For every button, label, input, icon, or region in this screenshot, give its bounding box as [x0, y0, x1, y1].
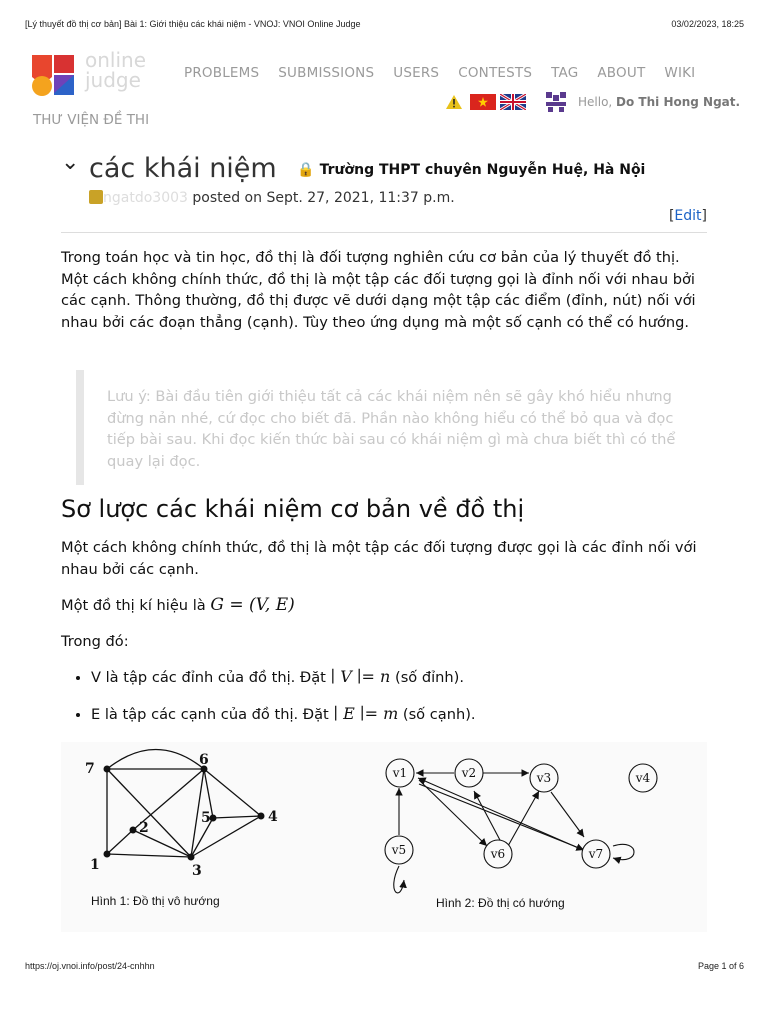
node-label: v6 — [490, 847, 506, 861]
where-paragraph: Trong đó: — [61, 633, 129, 650]
node-label: v5 — [391, 843, 407, 857]
user-avatar[interactable] — [544, 90, 568, 114]
title-divider — [61, 232, 707, 233]
bullet-suffix: (số cạnh). — [398, 705, 476, 723]
brand-line2: judge — [85, 68, 141, 92]
username-link[interactable]: Do Thi Hong Ngat. — [616, 95, 741, 109]
brand-line1: online — [85, 48, 147, 72]
nav-menu — [184, 65, 714, 81]
vnoj-logo[interactable] — [32, 55, 77, 97]
figure-caption-1: Hình 1: Đồ thị vô hướng — [91, 894, 220, 908]
notation-paragraph — [61, 595, 707, 617]
warning-icon[interactable] — [446, 95, 462, 109]
bullet-math: ∣ V ∣= n — [330, 667, 391, 686]
node-label: 2 — [139, 820, 149, 836]
node-label: v3 — [536, 771, 552, 785]
print-datetime: 03/02/2023, 18:25 — [671, 19, 744, 29]
print-page-number: Page 1 of 6 — [697, 961, 744, 971]
nav-item-submissions[interactable]: SUBMISSIONS — [278, 65, 375, 81]
graph-node — [104, 851, 111, 858]
definition-list — [61, 666, 707, 739]
nav-item-problem-library[interactable]: THƯ VIỆN ĐỀ THI — [33, 112, 150, 128]
list-item — [91, 666, 707, 689]
graph-node — [130, 827, 137, 834]
print-url: https://oj.vnoi.info/post/24-cnhhn — [25, 961, 155, 971]
intro-paragraph: Trong toán học và tin học, đồ thị là đối tượng nghiên cứu cơ bản của lý thuyết đồ thị. Một cách không chính thức, đồ thị là một tập các đối tượng gọi là đỉnh nối với nhau bởi các cạnh. Thông thường, đồ thị được vẽ dưới dạng một tập các điểm (đỉnh, nút) nối với nhau bởi các đoạn thẳng (cạnh). Tùy theo ứng dụng mà một số cạnh có thể có hướng. — [61, 249, 696, 331]
notation-math: G = (V, E) — [210, 595, 295, 615]
author-link[interactable]: ngatdo3003 — [103, 190, 188, 206]
edit-control: [Edit] — [668, 208, 707, 224]
greeting — [578, 95, 740, 109]
bullet-text: V là tập các đỉnh của đồ thị. Đặt — [91, 669, 331, 686]
lock-icon: 🔒 — [297, 162, 315, 178]
nav-item-wiki[interactable]: WIKI — [664, 65, 696, 81]
greeting-prefix: Hello, — [578, 95, 617, 109]
post-meta — [89, 190, 455, 206]
note-blockquote — [76, 370, 714, 485]
node-label: 3 — [192, 863, 202, 879]
bullet-text: E là tập các cạnh của đồ thị. Đặt — [91, 705, 334, 723]
navbar — [0, 45, 768, 145]
edit-link[interactable]: Edit — [674, 208, 702, 224]
notation-text: Một đồ thị kí hiệu là — [61, 597, 211, 614]
uk-flag-icon[interactable] — [500, 94, 526, 110]
organization-badge[interactable] — [297, 162, 645, 178]
node-label: 4 — [268, 809, 278, 825]
nav-item-about[interactable]: ABOUT — [597, 65, 646, 81]
nav-item-contests[interactable]: CONTESTS — [458, 65, 533, 81]
section-heading: Sơ lược các khái niệm cơ bản về đồ thị — [61, 495, 525, 523]
figure-caption-2: Hình 2: Đồ thị có hướng — [436, 896, 565, 910]
print-footer — [25, 961, 744, 971]
graph-node — [258, 813, 265, 820]
node-label: 7 — [85, 761, 95, 777]
nav-item-tag[interactable]: TAG — [551, 65, 579, 81]
node-label: v7 — [588, 847, 604, 861]
nav-item-problems[interactable]: PROBLEMS — [184, 65, 260, 81]
bullet-suffix: (số đỉnh). — [390, 669, 465, 686]
node-label: 6 — [199, 752, 209, 768]
graph-node — [188, 854, 195, 861]
node-label: v4 — [635, 771, 651, 785]
node-label: v2 — [461, 766, 477, 780]
organization-name: Trường THPT chuyên Nguyễn Huệ, Hà Nội — [319, 162, 646, 178]
print-tab-title: [Lý thuyết đồ thị cơ bản] Bài 1: Giới thiệu các khái niệm - VNOJ: VNOI Online Judge — [25, 19, 361, 29]
definition-paragraph: Một cách không chính thức, đồ thị là một tập các đối tượng được gọi là các đỉnh nối với nhau bởi các cạnh. — [61, 539, 697, 578]
note-text: Lưu ý: Bài đầu tiên giới thiệu tất cả các khái niệm nên sẽ gây khó hiểu nhưng đừng nản nhé, cứ đọc cho biết đã. Phần nào không hiểu có thể bỏ qua và đọc tiếp bài sau. Khi đọc kiến thức bài sau có khái niệm gì mà chưa biết thì có thể quay lại đọc. — [107, 388, 676, 470]
node-label: 5 — [201, 810, 211, 826]
user-tools — [446, 90, 740, 114]
post-title-text: các khái niệm — [89, 153, 277, 184]
graph-figure — [61, 742, 707, 932]
vietnam-flag-icon[interactable] — [470, 94, 496, 110]
bullet-math: ∣ E ∣= m — [333, 703, 399, 723]
node-label: v1 — [392, 766, 408, 780]
print-header — [25, 19, 744, 29]
author-avatar — [89, 190, 103, 204]
collapse-chevron-icon[interactable]: ⌄ — [61, 150, 80, 175]
post-title — [89, 153, 645, 184]
brand-text — [85, 50, 146, 90]
node-label: 1 — [90, 857, 100, 873]
nav-item-users[interactable]: USERS — [393, 65, 440, 81]
graph-node — [104, 766, 111, 773]
posted-date: posted on Sept. 27, 2021, 11:37 p.m. — [187, 190, 455, 206]
list-item — [91, 703, 707, 726]
